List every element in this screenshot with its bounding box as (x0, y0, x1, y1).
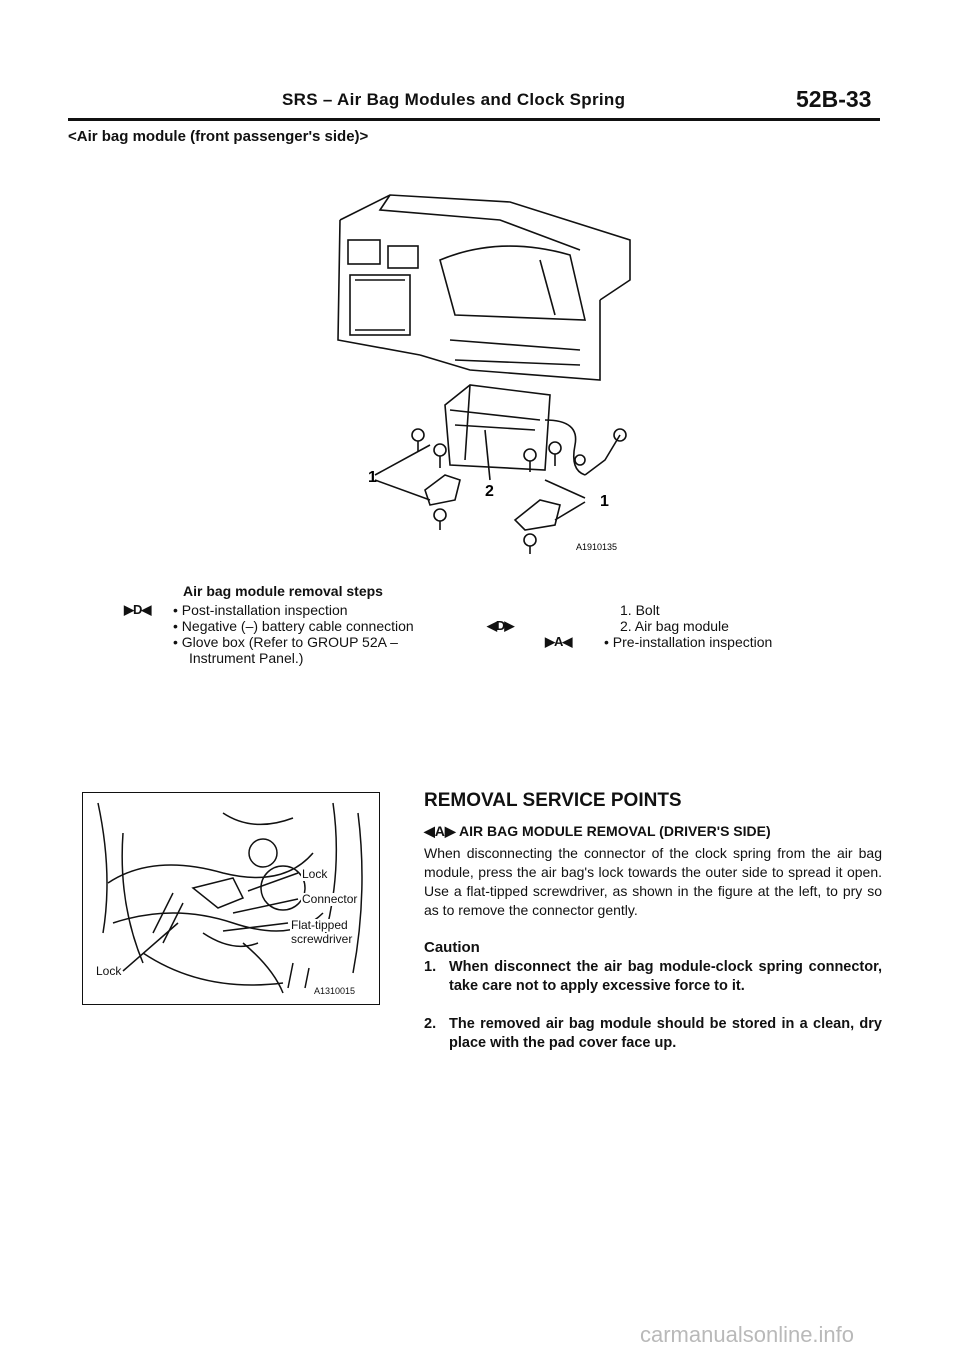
page-header-title: SRS – Air Bag Modules and Clock Spring (282, 90, 626, 109)
step-mark-d-right: ◀D▶ (487, 618, 514, 633)
removal-service-body: When disconnecting the connector of the clock spring from the air bag module, press the air bag's lock towards the outer side to spread it open. Use a flat-tipped screwdriver, as shown in the figure at the left, to pry so as to remove the connector gently. (424, 845, 882, 918)
callout-2: 2 (485, 483, 494, 500)
step-right-3: • Pre-installation inspection (604, 634, 773, 650)
step-mark-d-left: ▶D◀ (124, 602, 151, 617)
label-lock-left: Lock (96, 964, 122, 978)
step-left-2: • Negative (–) battery cable connection (173, 618, 414, 634)
caution-item-2-text: The removed air bag module should be stored in a clean, dry place with the pad cover face up. (449, 1016, 882, 1051)
dashboard-airbag-figure (330, 180, 640, 560)
step-left-3: • Glove box (Refer to GROUP 52A – (173, 634, 398, 650)
caution-item-1-number: 1. (424, 959, 437, 975)
page-number: 52B-33 (796, 86, 872, 112)
step-right-1: 1. Bolt (620, 602, 660, 618)
label-flat-tipped: Flat-tipped (291, 918, 348, 932)
step-left-4: Instrument Panel.) (189, 650, 304, 666)
header-rule (68, 118, 880, 121)
caution-item-2 (424, 1015, 882, 1053)
removal-service-subtitle-text: AIR BAG MODULE REMOVAL (DRIVER'S SIDE) (459, 823, 771, 839)
removal-steps-title: Air bag module removal steps (183, 583, 383, 599)
connector-removal-figure (82, 792, 380, 1005)
label-screwdriver: screwdriver (291, 932, 353, 946)
removal-service-subtitle (424, 823, 771, 840)
callout-1-right: 1 (600, 493, 609, 510)
caution-item-2-number: 2. (424, 1016, 437, 1032)
label-connector: Connector (302, 892, 358, 906)
figure2-code: A1310015 (314, 986, 356, 996)
label-lock-top: Lock (302, 867, 328, 881)
step-left-1: • Post-installation inspection (173, 602, 348, 618)
watermark: carmanualsonline.info (640, 1322, 855, 1347)
caution-heading: Caution (424, 939, 480, 956)
service-mark-a: ◀A▶ (424, 823, 456, 839)
caution-item-1 (424, 958, 882, 996)
section-title: <Air bag module (front passenger's side)> (68, 128, 369, 145)
step-right-2: 2. Air bag module (620, 618, 729, 634)
step-mark-a: ▶A◀ (545, 634, 572, 649)
figure1-code: A1910135 (576, 542, 618, 552)
caution-item-1-text: When disconnect the air bag module-clock spring connector, take care not to apply excessive force to it. (449, 959, 882, 994)
removal-service-title: REMOVAL SERVICE POINTS (424, 790, 682, 811)
callout-1-left: 1 (368, 469, 377, 486)
